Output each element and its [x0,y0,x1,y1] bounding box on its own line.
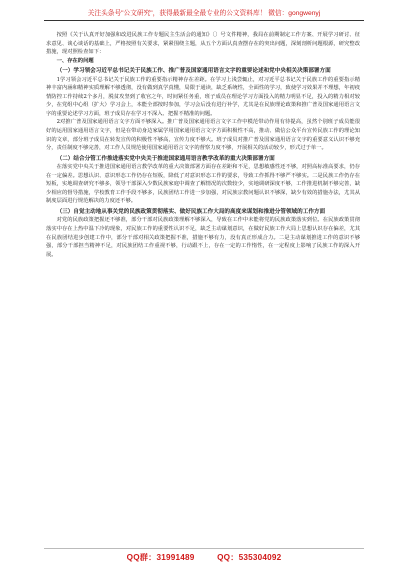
qq-group: QQ群：31991489 [126,553,195,562]
document-body [46,31,360,259]
qq-number: QQ：535304092 [217,553,282,562]
paragraph-2-1: 在落实党中央关于推进国家通用语言教学改革的重大决策部署方面存在差距和不足，思想敏感性还不够，对照高标准高要求，仍存在一定偏差。思想认识、意识形态工作仍存在短板，降低了对意识形态工作的要求，导致工作抓得不够严不够实。二是民族工作仍存在短板，实地调查研究不够多，领导干部深入少数民族家庭中调查了解情况的次数较少，实地调研深度不够，工作推进机制不够完善，缺少相应的督导措施，学校教育工作手段不够多，民族团结工作进一步加强，对民族宗教问题认识不够深，缺少有效的措施办法，尤其从制度层面进行规范解决的力度还不够。 [46,164,360,205]
header-divider [44,20,364,21]
footer-contact [0,552,408,563]
header-banner: 关注头条号"公文研究"，获得最新最全最专业的公文资料库！ 微信：gongwenyj [87,10,321,17]
section-heading: 一、存在的问题 [56,57,94,64]
paragraph-1-1: 1学习领会习近平总书记关于民族工作的重要指示精神存在差距。在学习上浅尝辄止，对习近平总书记关于民族工作的重要指示精神丰富内涵和精神实质理解不够透彻，没有做到真学真懂，局限于通读，缺乏系统性，全面性的学习，致使学习效果并不理想，年初疫情防控工作持续2个多月，脱贫攻坚到了收官之年，时间紧任务重，班子成员在理论学习方面投入的精力明显不足，投入的精力相对较少，在党组中心组（扩大）学习会上，本能全部按时参加，学习会后没有进行补学，尤其是在民族理论政策和推广普及国家通用语言文字的重要论述学习方面，班子成员存在学习不深入、把握不精准的问题。 [46,76,360,117]
subsection-heading-2: （二）结合分管工作推进落实党中央关于推进国家通用语言教学改革的重大决策部署方面 [56,155,275,162]
subsection-heading-3: （三）自觉主动地从事关党的民族政策贯彻落实、做好民族工作大局的高度来谋划和推进分管领域的工作方面 [56,208,326,215]
footer-divider [44,548,364,549]
paragraph-3-1: 对党的民族政策把握还不够准，部分干部对民族政策理解不够深入，导致在工作中未能将党的民族政策落实到位。在民族政策贯彻落实中存在上热中温下冷的现象，对民族工作的重要性认识不足，缺乏主动谋划意识，在做好民族工作大局上思想认识存在偏差，尤其在民族团结进步创建工作中，部分干部对相关政策把握不准，措施不够有力，没有真正形成合力。二是主动谋划推进工作的意识不够强，部分干部担当精神不足，对民族团结工作重视不够，行动跟不上，存在一定的工作惰性，在一定程度上影响了民族工作的深入开展。 [46,217,360,258]
intro-paragraph: 按照《关于认真开好加强和改进民族工作专题民主生活会的通知》〔〕号文件精神，我局在前期制定工作方案、开展学习研讨、征求意见、谈心谈话的基础上，严格按照有关要求，紧紧围绕主题，从五个方面认真查摆存在的突出问题，深刻剖析问题根源，研究整改措施，现对照检查如下： [46,32,360,56]
paragraph-1-2: 2对推广普及国家通用语言文字方面不够深入。推广普及国家通用语言文字工作中模范带动作用有待提高，虽然个别班子成员能很好的运用国家通用语言文字，但是在带动身边家属学用国家通用语言文字方面积极性不高，推动、做信公众平台宣传民族工作的理论知识的文章，部分班子成员在转发宣传的积极性不够高，宣传力度不够大。班子成员对推广普及国家通用语言文字的重要意义认识不够充分，责任制度不够完善，对工作人员规范使用国家通用语言文字的督察力度不够，开展相关的活动较少，形式过于单一。 [46,119,360,152]
subsection-heading-1: （一）学习领会习近平总书记关于民族工作、推广普及国家通用语言文字的重要论述和党中央相关决策部署方面 [56,68,331,75]
